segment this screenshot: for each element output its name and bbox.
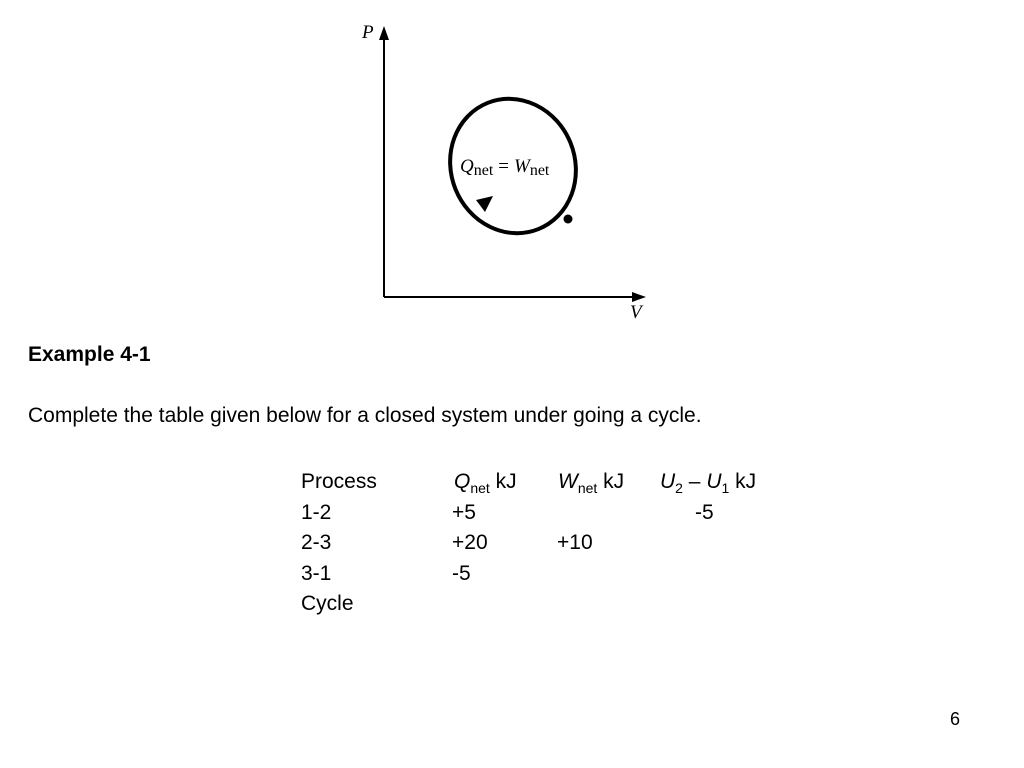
v-axis-label: V [630, 302, 642, 323]
cycle-direction-arrow [476, 196, 493, 212]
state-point [564, 215, 573, 224]
cell-q-net: +20 [452, 531, 488, 554]
cell-process: 3-1 [301, 561, 332, 585]
cell-process: 2-3 [301, 531, 332, 554]
header-u1-subscript: 1 [721, 480, 730, 496]
instruction-text: Complete the table given below for a closed system under going a cycle. [28, 404, 702, 427]
equals-sign: = [498, 156, 509, 177]
header-q-net [454, 467, 517, 498]
cell-w-net: +10 [557, 531, 593, 554]
v-axis-arrowhead [632, 292, 646, 302]
header-u2-subscript: 2 [675, 480, 683, 496]
cycle-label [460, 156, 550, 179]
cell-delta-u: -5 [695, 500, 714, 524]
example-title: Example 4-1 [28, 343, 151, 366]
header-u2-symbol: U [660, 470, 676, 493]
header-q-symbol: Q [454, 470, 471, 493]
cell-process: 1-2 [301, 500, 332, 524]
w-net-subscript: net [529, 162, 550, 179]
header-u-unit: kJ [729, 470, 757, 493]
header-w-subscript: net [577, 480, 598, 496]
q-net-symbol: Q [460, 156, 474, 177]
p-axis-arrowhead [379, 26, 389, 40]
header-w-unit: kJ [597, 470, 625, 493]
header-u1-symbol: U [706, 470, 722, 493]
header-q-subscript: net [470, 480, 490, 496]
cell-process: Cycle [301, 592, 354, 615]
header-delta-u [660, 467, 756, 498]
p-axis-label: P [362, 22, 374, 43]
q-net-subscript: net [473, 162, 494, 179]
header-process: Process [301, 470, 377, 493]
header-minus: – [682, 470, 707, 493]
w-net-symbol: W [514, 156, 530, 177]
page-number: 6 [950, 709, 961, 729]
pv-diagram [0, 0, 1024, 330]
cell-q-net: -5 [452, 561, 471, 585]
header-w-symbol: W [558, 470, 578, 493]
cell-q-net: +5 [452, 500, 476, 524]
header-q-unit: kJ [489, 470, 517, 493]
header-w-net [558, 467, 624, 498]
cycle-loop [430, 80, 596, 253]
